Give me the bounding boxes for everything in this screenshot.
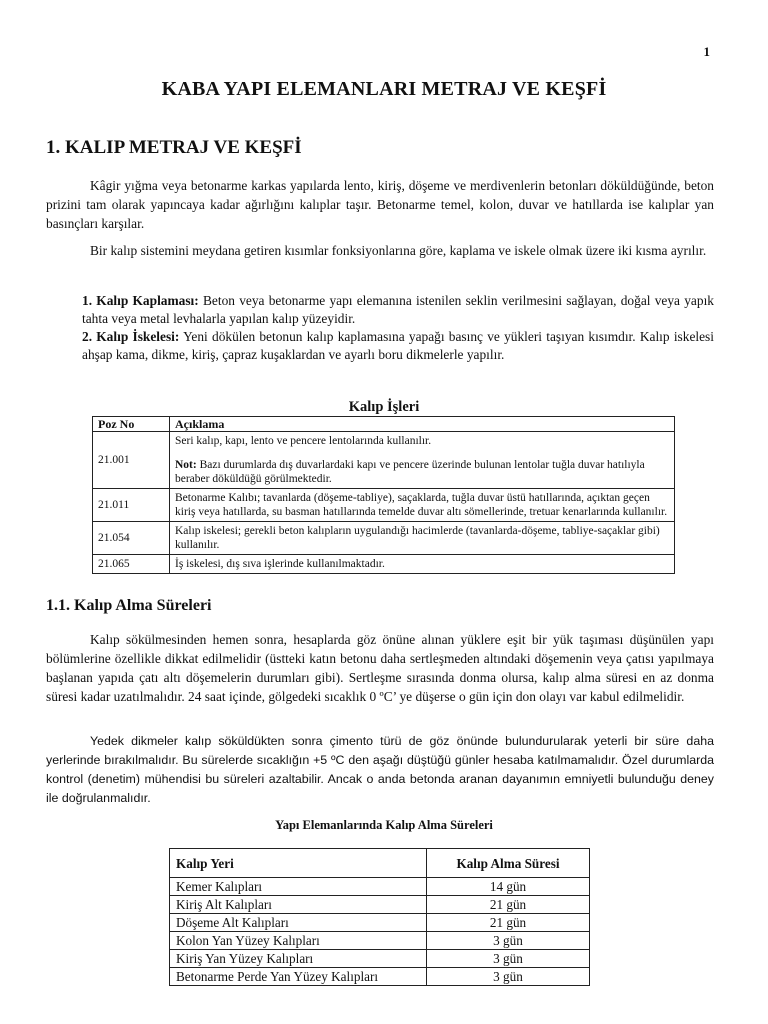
kalip-isleri-table xyxy=(92,416,675,574)
kalip-alma-paragraph: Kalıp sökülmesinden hemen sonra, hesaplarda göz önüne alınan yüklere eşit bir yük taşıması düşünülen yapı bölümlerine özellikle dikkat edilmelidir (üstteki katın betonu daha sertleşmeden altındaki döşemenin veya çatısı yapılmaya başlanan yapıda çatı altı döşemelerin durumları gibi). Sertleşme sırasında donma olursa, kalıp alma süresi en az donma süresi kadar uzatılmalıdır. 24 saat içinde, gölgedeki sıcaklık 0 ºC’ ye düşerse o gün için don olayı var kabul edilmelidir. xyxy=(46,632,714,704)
kalip-table-caption: Kalıp İşleri xyxy=(348,399,420,415)
table-header-row xyxy=(170,849,590,878)
table-row xyxy=(93,432,675,489)
table-row xyxy=(170,968,590,986)
kalip-yeri-cell: Kiriş Alt Kalıpları xyxy=(170,896,427,914)
column-header-aciklama: Açıklama xyxy=(170,417,675,432)
description-cell: İş iskelesi, dış sıva işlerinde kullanılmaktadır. xyxy=(170,555,675,574)
column-header-kalip-alma-suresi: Kalıp Alma Süresi xyxy=(427,849,590,878)
table-row xyxy=(93,489,675,522)
note xyxy=(175,458,669,486)
definition-text: Yeni dökülen betonun kalıp kaplamasına yapağı basınç ve yükleri taşıyan kısımdır. Kalıp iskelesi ahşap kama, dikme, kiriş, çapraz kuşaklardan ve ayarlı boru dikmelerle yapılır. xyxy=(82,329,714,362)
description-cell: Betonarme Kalıbı; tavanlarda (döşeme-tabliye), saçaklarda, tuğla duvar üstü hatıllarında, açıktan geçen kiriş veya hatıllarda, su basman hatıllarında temelde duvar altı sömellerinde, tretuar kenarlarında kullanılır. xyxy=(170,489,675,522)
sure-cell: 21 gün xyxy=(427,914,590,932)
definition-label: 2. Kalıp İskelesi: xyxy=(82,329,180,344)
note-label: Not: xyxy=(175,459,197,471)
definition-text: Beton veya betonarme yapı elemanına istenilen seklin verilmesini sağlayan, doğal veya yapık tahta veya metal levhalarla yapılan kalıp yüzeyidir. xyxy=(82,293,714,326)
column-header-kalip-yeri: Kalıp Yeri xyxy=(170,849,427,878)
description-text: Seri kalıp, kapı, lento ve pencere lentolarında kullanılır. xyxy=(175,435,432,447)
section-heading-kalip-metraj: 1. KALIP METRAJ VE KEŞFİ xyxy=(46,137,302,158)
poz-cell: 21.011 xyxy=(93,489,170,522)
kalip-parts-paragraph: Bir kalıp sistemini meydana getiren kısımlar fonksiyonlarına göre, kaplama ve iskele olmak üzere iki kısma ayrılır. xyxy=(90,243,707,258)
kalip-yeri-cell: Kolon Yan Yüzey Kalıpları xyxy=(170,932,427,950)
description-cell xyxy=(170,432,675,489)
description-cell: Kalıp iskelesi; gerekli beton kalıpların uygulandığı hacimlerde (tavanlarda-döşeme, tabliye-saçaklar gibi) kullanılır. xyxy=(170,522,675,555)
table-row xyxy=(170,950,590,968)
section-heading-kalip-alma: 1.1. Kalıp Alma Süreleri xyxy=(46,597,212,614)
definition-list xyxy=(82,292,714,364)
definition-iskele xyxy=(82,328,714,364)
kalip-yeri-cell: Döşeme Alt Kalıpları xyxy=(170,914,427,932)
kalip-yeri-cell: Betonarme Perde Yan Yüzey Kalıpları xyxy=(170,968,427,986)
document-title: KABA YAPI ELEMANLARI METRAJ VE KEŞFİ xyxy=(161,78,607,100)
table-row xyxy=(170,914,590,932)
page-number: 1 xyxy=(703,44,710,59)
table-row xyxy=(170,932,590,950)
sure-cell: 21 gün xyxy=(427,896,590,914)
table-header-row xyxy=(93,417,675,432)
sure-table-caption: Yapı Elemanlarında Kalıp Alma Süreleri xyxy=(275,818,493,832)
poz-cell: 21.001 xyxy=(93,432,170,489)
table-row xyxy=(170,878,590,896)
yedek-dikme-paragraph: Yedek dikmeler kalıp söküldükten sonra çimento türü de göz önünde bulundurularak yeterli bir süre daha yerlerinde bırakılmalıdır. Bu sürelerde sıcaklığın +5 ºC den aşağı düştüğü günler hesaba katılmamalıdır. Özel durumlarda kontrol (denetim) mühendisi bu süreleri azaltabilir. Ancak o anda betonda aranan dayanımın emniyetli bulunduğu deney ile doğrulanmalıdır. xyxy=(46,734,714,805)
kalip-alma-sureleri-table xyxy=(169,848,590,986)
intro-paragraph: Kâgir yığma veya betonarme karkas yapılarda lento, kiriş, döşeme ve merdivenlerin betonları döküldüğünde, beton prizini tam olarak yapıncaya kadar ağırlığını kalıplar taşır. Betonarme temel, kolon, duvar ve hatıllarda ise kalıplar yan basınçları karşılar. xyxy=(46,178,714,231)
sure-cell: 14 gün xyxy=(427,878,590,896)
kalip-yeri-cell: Kemer Kalıpları xyxy=(170,878,427,896)
kalip-yeri-cell: Kiriş Yan Yüzey Kalıpları xyxy=(170,950,427,968)
poz-cell: 21.065 xyxy=(93,555,170,574)
note-text: Bazı durumlarda dış duvarlardaki kapı ve pencere üzerinde bulunan lentolar tuğla duvar hatılıyla beraber döküldüğü görülmektedir. xyxy=(175,459,645,485)
column-header-poz: Poz No xyxy=(93,417,170,432)
sure-cell: 3 gün xyxy=(427,950,590,968)
sure-cell: 3 gün xyxy=(427,932,590,950)
table-row xyxy=(93,555,675,574)
definition-label: 1. Kalıp Kaplaması: xyxy=(82,293,199,308)
poz-cell: 21.054 xyxy=(93,522,170,555)
table-row xyxy=(170,896,590,914)
sure-cell: 3 gün xyxy=(427,968,590,986)
table-row xyxy=(93,522,675,555)
definition-kaplama xyxy=(82,292,714,328)
